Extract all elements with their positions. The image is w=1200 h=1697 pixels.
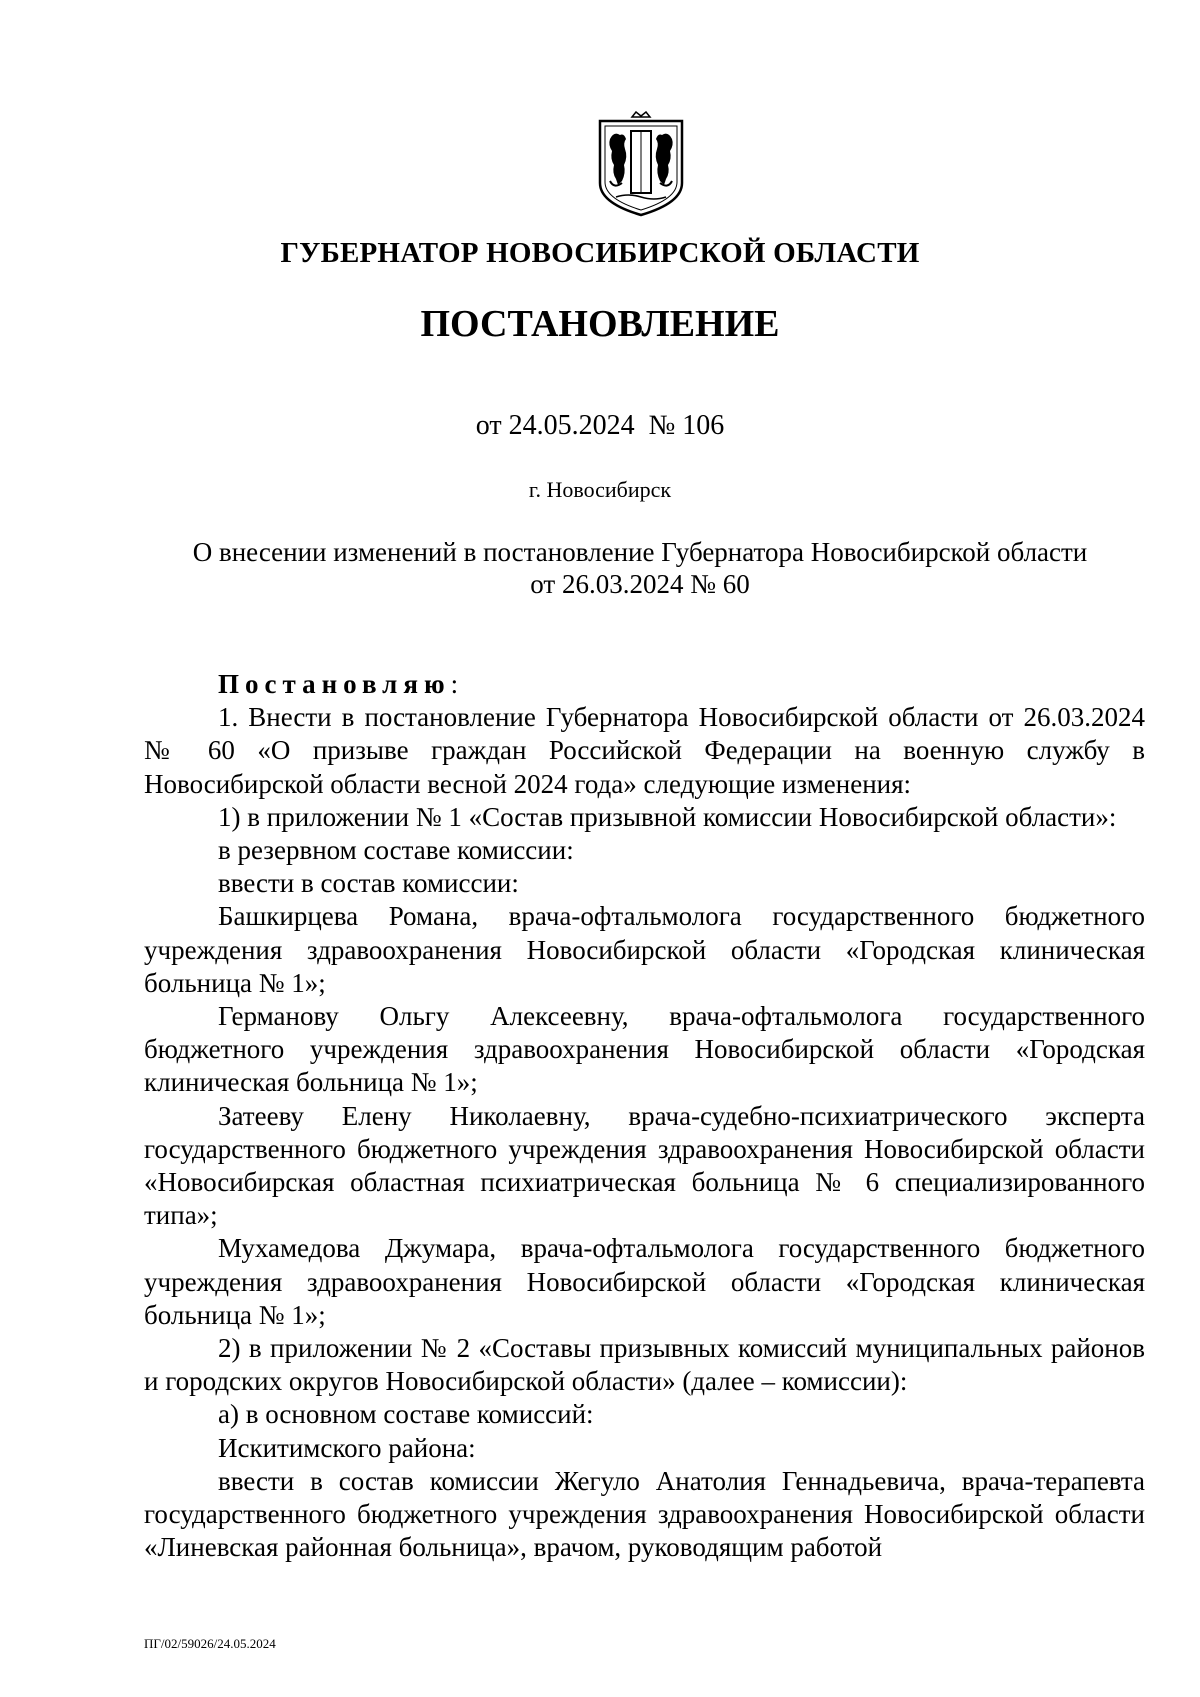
document-subject xyxy=(140,536,1140,600)
coat-of-arms-emblem xyxy=(596,111,686,217)
body-paragraph: 1. Внести в постановление Губернатора Новосибирской области от 26.03.2024 № 60 «О призыве граждан Российской Федерации на военную службу в Новосибирской области весной 2024 года» следующие изменения: xyxy=(144,702,1145,799)
subject-line-2: от 26.03.2024 № 60 xyxy=(530,569,750,599)
document-place: г. Новосибирск xyxy=(528,477,672,502)
body-paragraph: Мухамедова Джумара, врача-офтальмолога государственного бюджетного учреждения здравоохранения Новосибирской области «Городская клиническая больница № 1»; xyxy=(144,1233,1145,1330)
body-paragraph: Башкирцева Романа, врача-офтальмолога государственного бюджетного учреждения здравоохранения Новосибирской области «Городская клиническая больница № 1»; xyxy=(144,901,1145,998)
body-paragraph: ввести в состав комиссии Жегуло Анатолия Геннадьевича, врача-терапевта государственного бюджетного учреждения здравоохранения Новосибирской области «Линевская районная больница», врачом, руководящим работой xyxy=(144,1465,1145,1563)
document-type-title: ПОСТАНОВЛЕНИЕ xyxy=(420,303,780,345)
document-body xyxy=(144,668,1145,1564)
decree-colon: : xyxy=(450,669,459,699)
body-paragraph: Затееву Елену Николаевну, врача-судебно-психиатрического эксперта государственного бюджетного учреждения здравоохранения Новосибирской области «Новосибирская областная психиатрическая больница № 6 специализированного типа»; xyxy=(144,1100,1145,1231)
body-paragraph: Германову Ольгу Алексеевну, врача-офтальмолога государственного бюджетного учреждения здравоохранения Новосибирской области «Городская клиническая больница № 1»; xyxy=(144,1001,1145,1098)
body-paragraph: 2) в приложении № 2 «Составы призывных комиссий муниципальных районов и городских округов Новосибирской области» (далее – комиссии): xyxy=(144,1333,1145,1397)
document-date-number: от 24.05.2024 № 106 xyxy=(475,410,725,441)
body-paragraph: Искитимского района: xyxy=(218,1432,476,1463)
body-paragraph: ввести в состав комиссии: xyxy=(218,868,519,899)
body-paragraph: в резервном составе комиссии: xyxy=(218,835,574,866)
subject-line-1: О внесении изменений в постановление Губернатора Новосибирской области xyxy=(192,537,1088,567)
body-paragraph: а) в основном составе комиссий: xyxy=(218,1399,594,1430)
decree-heading xyxy=(144,668,1145,701)
document-registration-code: ПГ/02/59026/24.05.2024 xyxy=(144,1636,276,1651)
decree-word: Постановляю xyxy=(218,669,451,699)
issuing-authority: ГУБЕРНАТОР НОВОСИБИРСКОЙ ОБЛАСТИ xyxy=(280,237,920,269)
body-paragraph: 1) в приложении № 1 «Состав призывной комиссии Новосибирской области»: xyxy=(218,801,1117,832)
